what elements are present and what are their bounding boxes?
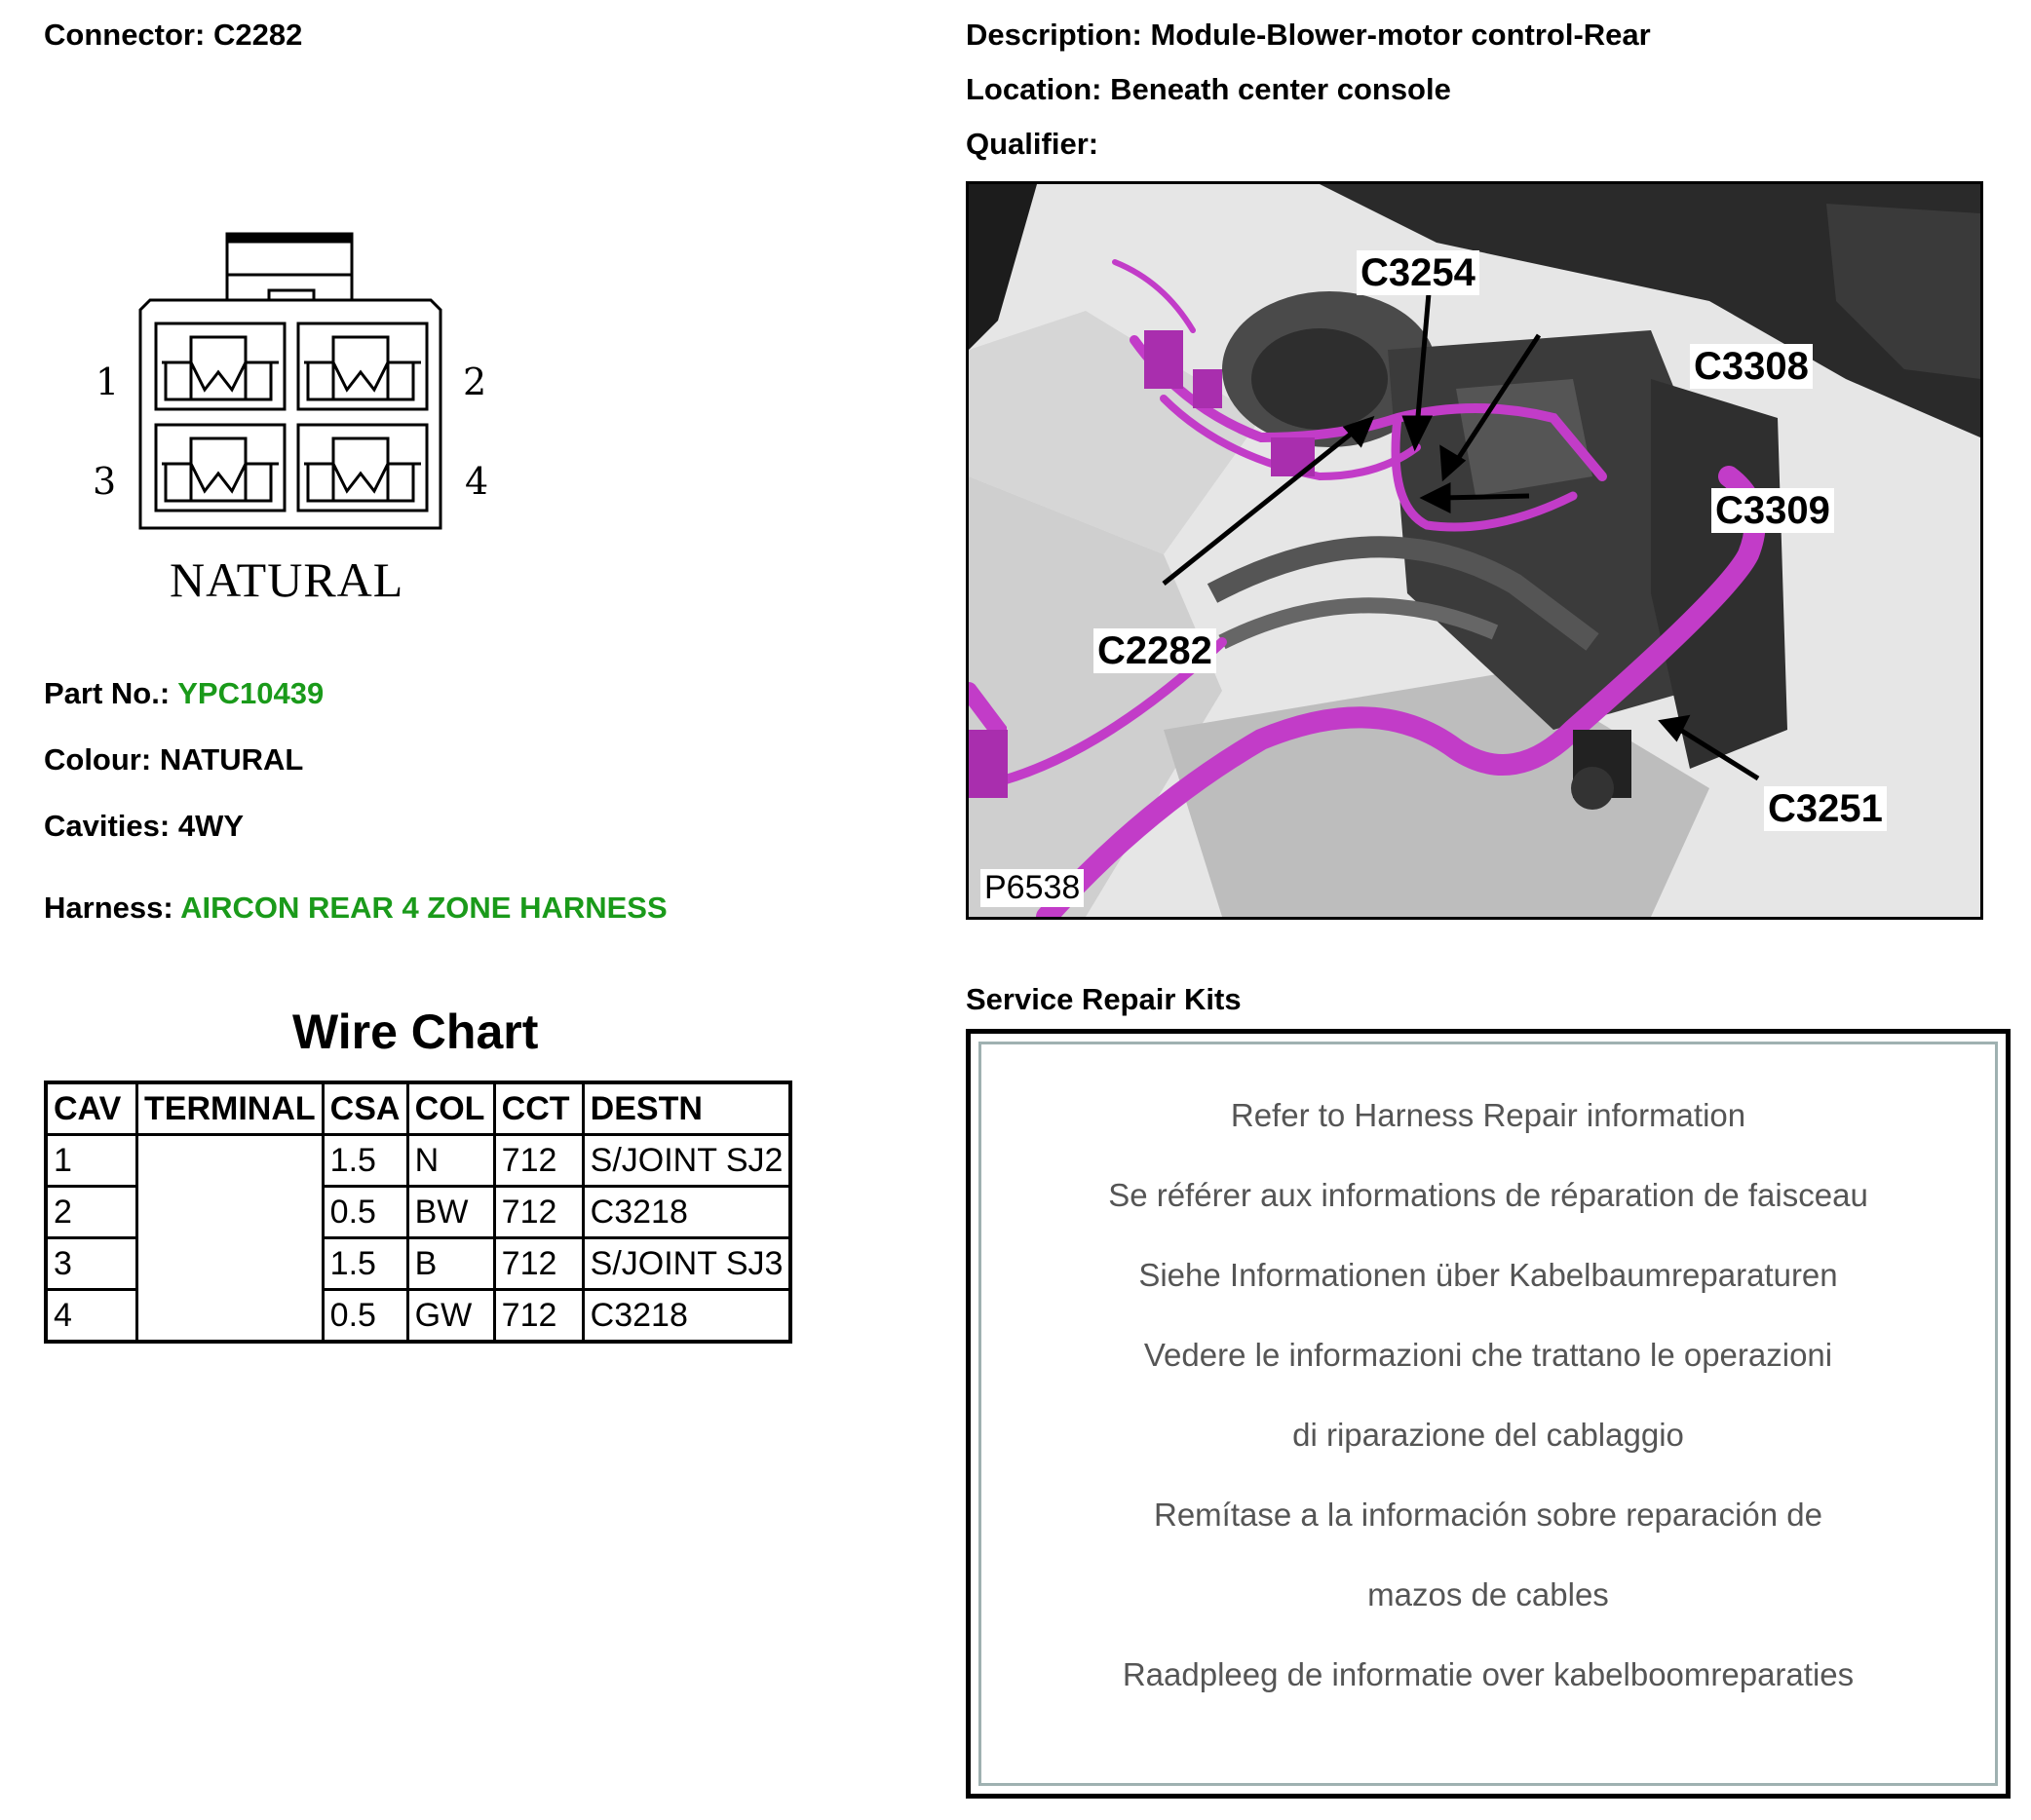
- cell-cct: 712: [494, 1238, 583, 1290]
- part-no-line: [44, 676, 324, 711]
- location-label: Location:: [966, 72, 1102, 106]
- repair-info-line-es-2: mazos de cables: [1367, 1576, 1609, 1612]
- cell-col: N: [407, 1135, 494, 1187]
- cell-destn: C3218: [583, 1290, 790, 1343]
- harness-line: [44, 891, 668, 926]
- cell-destn: S/JOINT SJ3: [583, 1238, 790, 1290]
- photo-reference-id: P6538: [980, 869, 1084, 907]
- cell-terminal: [137, 1135, 324, 1343]
- colour-label: Colour:: [44, 742, 152, 777]
- repair-info-line-fr: Se référer aux informations de réparation de faisceau: [1108, 1177, 1868, 1213]
- description-label: Description:: [966, 18, 1142, 52]
- header-terminal: TERMINAL: [137, 1082, 324, 1135]
- colour-line: [44, 742, 303, 777]
- cell-destn: C3218: [583, 1187, 790, 1238]
- harness-label: Harness:: [44, 891, 173, 925]
- header-destn: DESTN: [583, 1082, 790, 1135]
- header-col: COL: [407, 1082, 494, 1135]
- wire-chart-header-row: [46, 1082, 790, 1135]
- callout-c3308: C3308: [1690, 344, 1813, 389]
- service-repair-kits-title: Service Repair Kits: [966, 982, 1242, 1016]
- cell-cav: 2: [46, 1187, 137, 1238]
- description-line: [966, 18, 1651, 53]
- cell-cav: 3: [46, 1238, 137, 1290]
- cell-col: GW: [407, 1290, 494, 1343]
- repair-info-line-en: Refer to Harness Repair information: [1230, 1097, 1746, 1133]
- qualifier-line: [966, 127, 1098, 162]
- callout-c3309: C3309: [1711, 488, 1834, 533]
- service-repair-kits-inner: [978, 1042, 1998, 1786]
- cell-cct: 712: [494, 1290, 583, 1343]
- header-cav: CAV: [46, 1082, 137, 1135]
- repair-info-line-it-1: Vedere le informazioni che trattano le operazioni: [1143, 1337, 1833, 1373]
- connector-value: C2282: [212, 18, 303, 52]
- part-no-label: Part No.:: [44, 676, 171, 710]
- location-line: [966, 72, 1451, 107]
- callout-c3251: C3251: [1764, 786, 1887, 831]
- service-repair-kits-box: [966, 1029, 2011, 1799]
- cell-cct: 712: [494, 1187, 583, 1238]
- repair-info-line-it-2: di riparazione del cablaggio: [1292, 1417, 1684, 1453]
- connector-face-diagram: [127, 226, 458, 548]
- pin-4-label: 4: [465, 460, 489, 503]
- cell-cct: 712: [494, 1135, 583, 1187]
- cell-csa: 1.5: [323, 1238, 407, 1290]
- colour-value: NATURAL: [159, 742, 304, 777]
- harness-value[interactable]: AIRCON REAR 4 ZONE HARNESS: [180, 891, 668, 925]
- repair-info-line-de: Siehe Informationen über Kabelbaumreparaturen: [1138, 1257, 1838, 1293]
- header-csa: CSA: [323, 1082, 407, 1135]
- connector-line: [44, 18, 302, 53]
- repair-info-line-es-1: Remítase a la información sobre reparación de: [1153, 1497, 1823, 1533]
- cell-col: B: [407, 1238, 494, 1290]
- cell-cav: 4: [46, 1290, 137, 1343]
- pin-1-label: 1: [96, 360, 120, 403]
- cell-col: BW: [407, 1187, 494, 1238]
- pin-3-label: 3: [93, 460, 117, 503]
- connector-location-illustration: [966, 181, 1983, 920]
- pin-2-label: 2: [463, 360, 487, 403]
- callout-c3254: C3254: [1357, 250, 1479, 295]
- description-value: Module-Blower-motor control-Rear: [1150, 18, 1651, 52]
- cavities-line: [44, 809, 244, 844]
- cavities-value: 4WY: [177, 809, 245, 843]
- cell-csa: 0.5: [323, 1290, 407, 1343]
- connector-colour-caption: NATURAL: [170, 552, 404, 607]
- callout-c2282: C2282: [1093, 628, 1216, 673]
- wire-chart-title: Wire Chart: [292, 1005, 539, 1059]
- cell-csa: 0.5: [323, 1187, 407, 1238]
- location-value: Beneath center console: [1110, 72, 1451, 106]
- qualifier-label: Qualifier:: [966, 127, 1099, 161]
- cavities-label: Cavities:: [44, 809, 171, 843]
- cell-cav: 1: [46, 1135, 137, 1187]
- cell-destn: S/JOINT SJ2: [583, 1135, 790, 1187]
- part-no-value[interactable]: YPC10439: [177, 676, 325, 710]
- table-row: [46, 1135, 790, 1187]
- repair-info-line-nl: Raadpleeg de informatie over kabelboomreparaties: [1122, 1656, 1855, 1692]
- header-cct: CCT: [494, 1082, 583, 1135]
- connector-label: Connector:: [44, 18, 206, 52]
- wire-chart-table: [44, 1081, 792, 1344]
- cell-csa: 1.5: [323, 1135, 407, 1187]
